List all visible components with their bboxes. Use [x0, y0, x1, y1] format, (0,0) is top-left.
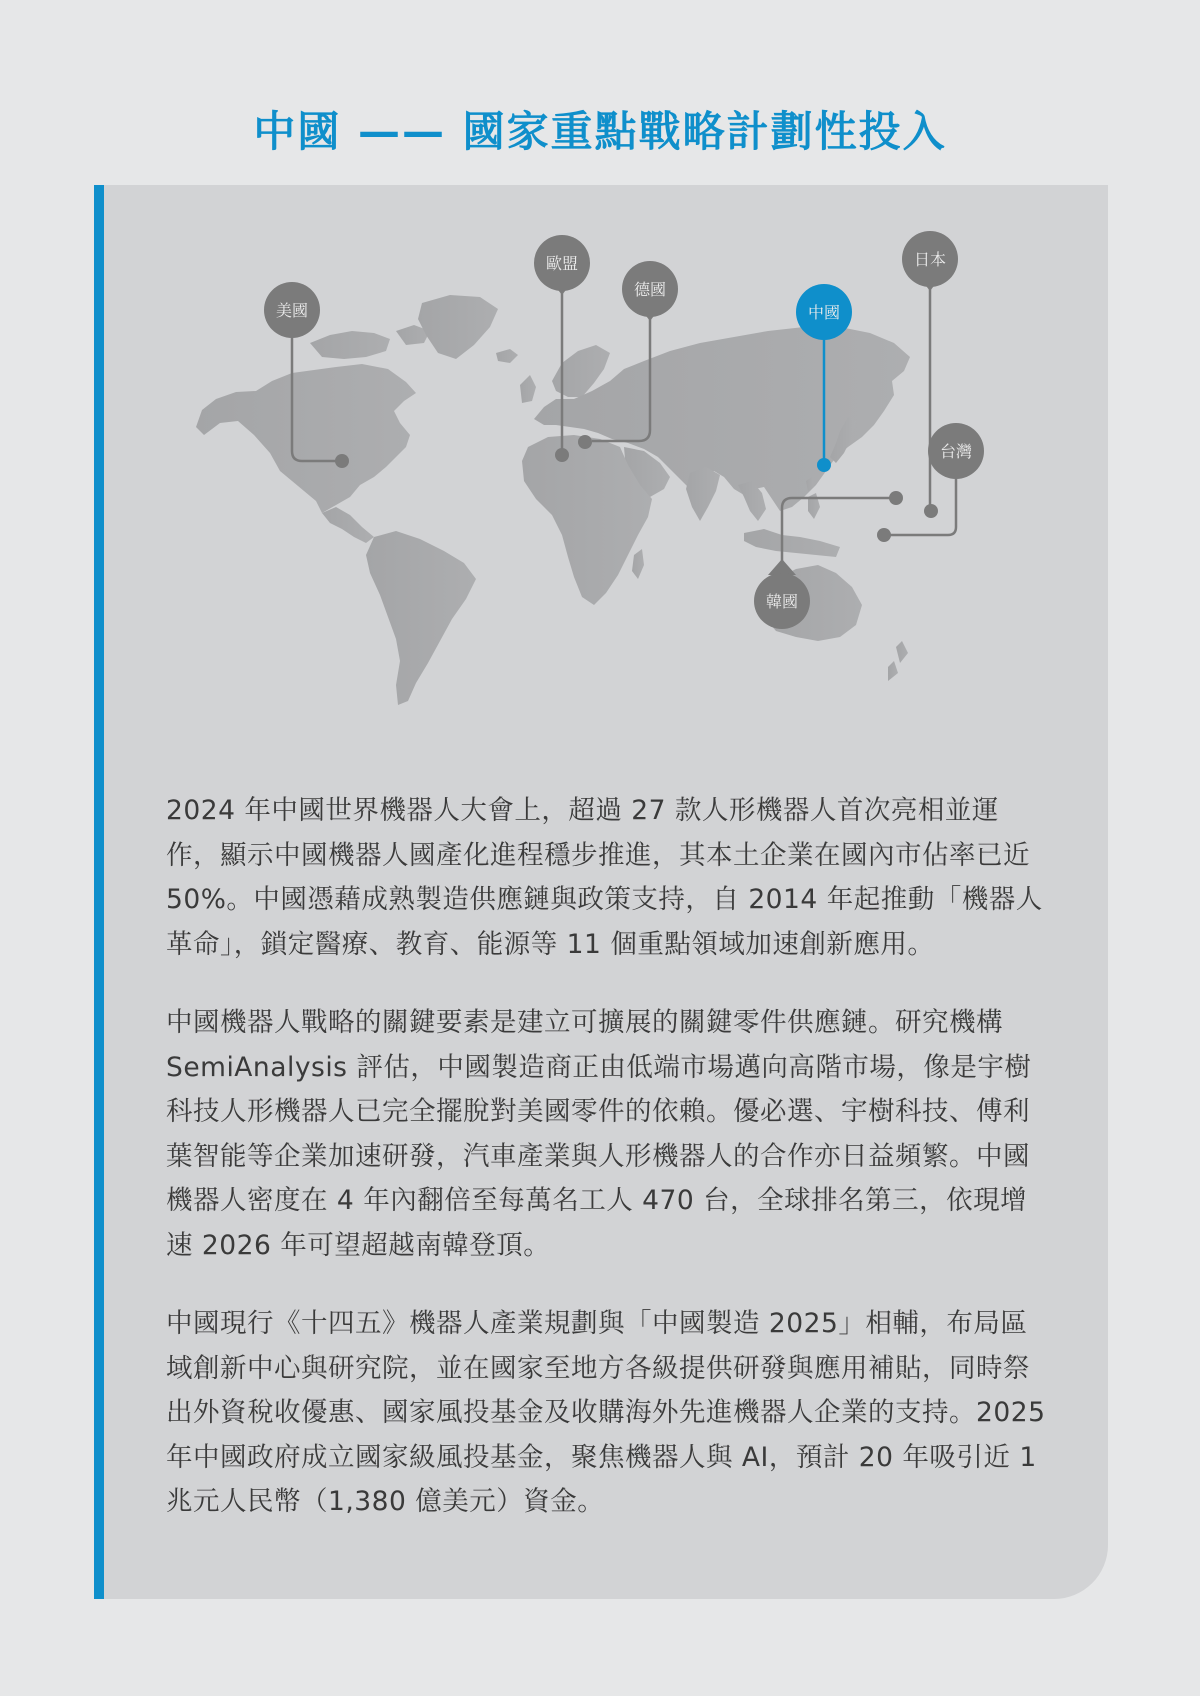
taiwan-location-dot	[877, 528, 891, 542]
china-location-dot	[817, 458, 831, 472]
paragraph-3: 中國現行《十四五》機器人產業規劃與「中國製造 2025」相輔，布局區域創新中心與研究院，並在國家至地方各級提供研發與應用補貼，同時祭出外資稅收優惠、國家風投基金及收購海外先進機器人企業的支持。2025 年中國政府成立國家級風投基金，聚焦機器人與 AI，預計 20 年吸引近 1 兆元人民幣（1,380 億美元）資金。	[166, 1308, 1046, 1517]
pin-taiwan	[928, 423, 984, 479]
landmasses	[196, 295, 910, 705]
pin-germany	[622, 261, 678, 321]
pin-japan	[902, 231, 958, 291]
pin-label-eu: 歐盟	[545, 254, 579, 273]
central-america-landmass	[322, 507, 374, 543]
pin-label-korea: 韓國	[765, 592, 799, 611]
pin-usa	[264, 282, 320, 338]
pin-label-germany: 德國	[633, 280, 667, 299]
korea-location-dot	[889, 491, 903, 505]
greenland-landmass	[418, 295, 498, 359]
pin-china	[796, 284, 852, 340]
pin-eu	[534, 235, 590, 295]
indonesia-landmass	[744, 529, 840, 557]
eu-location-dot	[555, 448, 569, 462]
germany-location-dot	[578, 435, 592, 449]
paragraph-2: 中國機器人戰略的關鍵要素是建立可擴展的關鍵零件供應鏈。研究機構 SemiAnalysis 評估，中國製造商正由低端市場邁向高階市場，像是宇樹科技人形機器人已完全擺脫對美國零件的依賴。優必選、宇樹科技、傅利葉智能等企業加速研發，汽車產業與人形機器人的合作亦日益頻繁。中國機器人密度在 4 年內翻倍至每萬名工人 470 台，全球排名第三，依現增速 2026 年可望超越南韓登頂。	[166, 1007, 1032, 1261]
content-panel	[94, 185, 1108, 1599]
arctic-islands-landmass	[310, 331, 390, 359]
pin-label-usa: 美國	[275, 301, 309, 320]
page-title: 中國 —— 國家重點戰略計劃性投入	[253, 107, 947, 156]
pin-label-china: 中國	[807, 303, 841, 322]
pin-label-taiwan: 台灣	[939, 442, 973, 461]
japan-location-dot	[924, 504, 938, 518]
madagascar-landmass	[632, 549, 644, 579]
pin-label-japan: 日本	[913, 250, 947, 269]
new-zealand-landmass-2	[888, 661, 898, 681]
body-text	[166, 789, 1046, 1559]
iceland-landmass	[496, 349, 518, 363]
north-america-landmass	[196, 364, 416, 513]
world-map	[104, 185, 1108, 745]
uk-landmass	[520, 375, 536, 403]
usa-location-dot	[335, 454, 349, 468]
india-landmass	[686, 467, 720, 521]
new-zealand-landmass	[896, 641, 908, 663]
paragraph-1: 2024 年中國世界機器人大會上，超過 27 款人形機器人首次亮相並運作，顯示中國機器人國產化進程穩步推進，其本土企業在國內市佔率已近 50%。中國憑藉成熟製造供應鏈與政策支持，自 2014 年起推動「機器人革命」，鎖定醫療、教育、能源等 11 個重點領域加速創新應用。	[166, 795, 1043, 960]
map-pin-icon	[768, 559, 796, 575]
south-america-landmass	[366, 531, 476, 705]
